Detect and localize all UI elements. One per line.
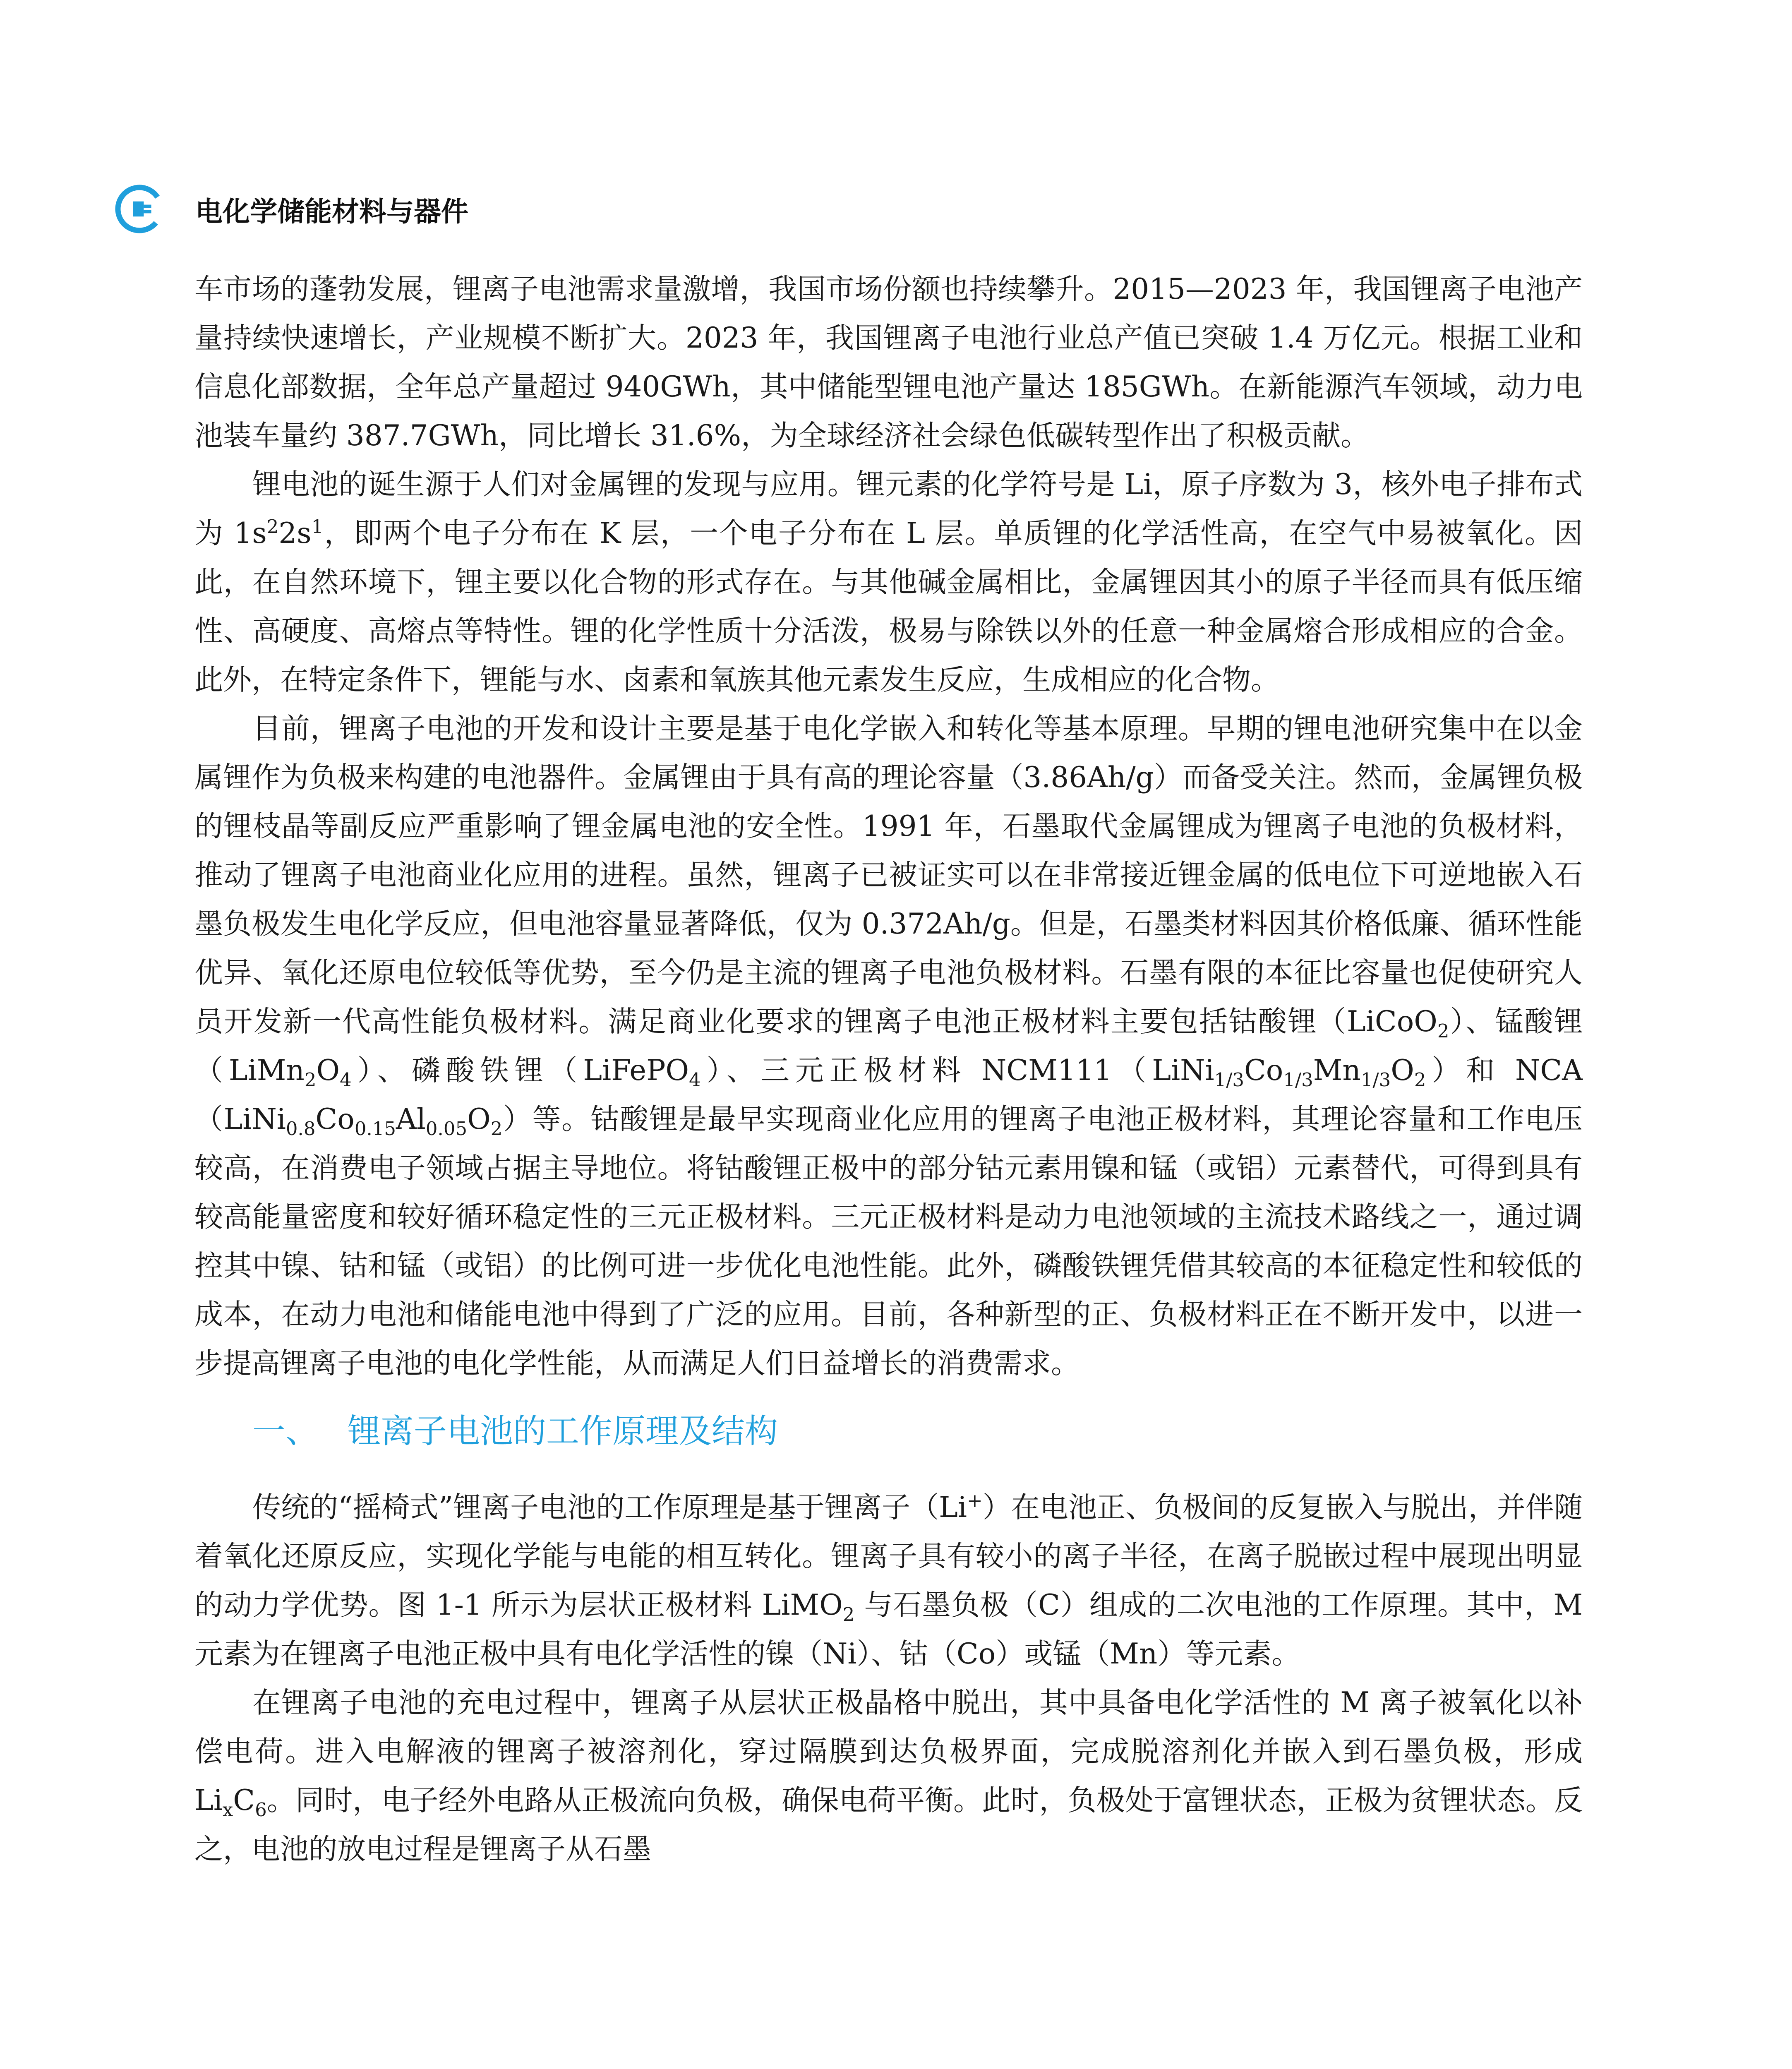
paragraph-5 <box>194 1678 1583 1874</box>
paragraph-3 <box>194 704 1583 1388</box>
subscript: 4 <box>340 1068 352 1091</box>
text-run: O <box>316 1054 340 1087</box>
text-run: C <box>233 1784 255 1817</box>
text-run: ）在电池正、负极间的反复嵌入与脱出，并伴随着氧化还原反应，实现化学能与电能的相互转化。锂离子具有较小的离子半径，在离子脱嵌过程中展现出明显的动力学优势。图 1-1 所示为层状正极材料 LiMO <box>194 1491 1583 1622</box>
subscript: 0.05 <box>425 1117 468 1140</box>
subscript: 1/3 <box>1283 1068 1313 1091</box>
subscript: 0.15 <box>354 1117 396 1140</box>
running-header <box>113 182 468 236</box>
text-run: 传统的“摇椅式”锂离子电池的工作原理是基于锂离子（Li <box>252 1491 967 1524</box>
subscript: 2 <box>304 1068 317 1091</box>
superscript: + <box>967 1490 983 1512</box>
text-run: Co <box>1244 1054 1283 1087</box>
text-run: 车市场的蓬勃发展，锂离子电池需求量激增，我国市场份额也持续攀升。2015—2023 年，我国锂离子电池产量持续快速增长，产业规模不断扩大。2023 年，我国锂离子电池行业总产值已突破 1.4 万亿元。根据工业和信息化部数据，全年总产量超过 940GWh，其中储能型锂电池产量达 185GWh。在新能源汽车领域，动力电池装车量约 387.7GWh，同比增长 31.6%，为全球经济社会绿色低碳转型作出了积极贡献。 <box>194 273 1583 452</box>
text-run: Al <box>396 1103 426 1136</box>
section-heading <box>252 1404 1583 1458</box>
paragraph-4 <box>194 1483 1583 1678</box>
subscript: 2 <box>1414 1068 1426 1091</box>
text-run: ）等。钴酸锂是最早实现商业化应用的锂离子电池正极材料，其理论容量和工作电压较高，在消费电子领域占据主导地位。将钴酸锂正极中的部分钴元素用镍和锰（或铝）元素替代，可得到具有较高能量密度和较好循环稳定性的三元正极材料。三元正极材料是动力电池领域的主流技术路线之一，通过调控其中镍、钴和锰（或铝）的比例可进一步优化电池性能。此外，磷酸铁锂凭借其较高的本征稳定性和较低的成本，在动力电池和储能电池中得到了广泛的应用。目前，各种新型的正、负极材料正在不断开发中，以进一步提高锂离子电池的电化学性能，从而满足人们日益增长的消费需求。 <box>194 1103 1583 1380</box>
subscript: 2 <box>490 1117 503 1140</box>
text-run: O <box>1391 1054 1414 1087</box>
section-number: 一、 <box>252 1412 319 1450</box>
book-title: 电化学储能材料与器件 <box>195 195 468 228</box>
text-run: ，即两个电子分布在 K 层，一个电子分布在 L 层。单质锂的化学活性高，在空气中易被氧化。因此，在自然环境下，锂主要以化合物的形式存在。与其他碱金属相比，金属锂因其小的原子半径而具有低压缩性、高硬度、高熔点等特性。锂的化学性质十分活泼，极易与除铁以外的任意一种金属熔合形成相应的合金。此外，在特定条件下，锂能与水、卤素和氧族其他元素发生反应，生成相应的化合物。 <box>194 517 1583 696</box>
subscript: 2 <box>842 1603 855 1625</box>
text-run: ）、磷酸铁锂（LiFePO <box>351 1054 689 1087</box>
text-run: 2s <box>278 517 312 550</box>
text-run: 在锂离子电池的充电过程中，锂离子从层状正极晶格中脱出，其中具备电化学活性的 M 离子被氧化以补偿电荷。进入电解液的锂离子被溶剂化，穿过隔膜到达负极界面，完成脱溶剂化并嵌入到石墨负极，形成 Li <box>194 1686 1583 1817</box>
text-run: 目前，锂离子电池的开发和设计主要是基于电化学嵌入和转化等基本原理。早期的锂电池研究集中在以金属锂作为负极来构建的电池器件。金属锂由于具有高的理论容量（3.86Ah/g）而备受关注。然而，金属锂负极的锂枝晶等副反应严重影响了锂金属电池的安全性。1991 年，石墨取代金属锂成为锂离子电池的负极材料，推动了锂离子电池商业化应用的进程。虽然，锂离子已被证实可以在非常接近锂金属的低电位下可逆地嵌入石墨负极发生电化学反应，但电池容量显著降低，仅为 0.372Ah/g。但是，石墨类材料因其价格低廉、循环性能优异、氧化还原电位较低等优势，至今仍是主流的锂离子电池负极材料。石墨有限的本征比容量也促使研究人员开发新一代高性能负极材料。满足商业化要求的锂离子电池正极材料主要包括钴酸锂（LiCoO <box>194 712 1583 1038</box>
subscript: 6 <box>255 1798 267 1821</box>
text-run: 与石墨负极（C）组成的二次电池的工作原理。其中，M 元素为在锂离子电池正极中具有电化学活性的镍（Ni）、钴（Co）或锰（Mn）等元素。 <box>194 1589 1583 1671</box>
section-title-text: 锂离子电池的工作原理及结构 <box>348 1412 778 1450</box>
subscript: 4 <box>689 1068 701 1091</box>
text-run: Mn <box>1313 1054 1361 1087</box>
text-run: ）和 NCA（LiNi <box>194 1054 1583 1136</box>
subscript: 2 <box>1437 1020 1449 1042</box>
text-run: ）、锰酸锂（LiMn <box>194 1005 1583 1087</box>
text-run: Co <box>315 1103 355 1136</box>
plug-leaf-logo-icon <box>113 182 166 236</box>
subscript: 1/3 <box>1360 1068 1391 1091</box>
subscript: x <box>222 1798 233 1821</box>
superscript: 1 <box>311 516 324 538</box>
subscript: 0.8 <box>285 1117 316 1140</box>
subscript: 1/3 <box>1214 1068 1245 1091</box>
page-body <box>194 265 1583 1874</box>
paragraph-1 <box>194 265 1583 460</box>
text-run: 锂电池的诞生源于人们对金属锂的发现与应用。锂元素的化学符号是 Li，原子序数为 3，核外电子排布式为 1s <box>194 468 1583 550</box>
text-run: ）、三元正极材料 NCM111（LiNi <box>700 1054 1214 1087</box>
text-run: 。同时，电子经外电路从正极流向负极，确保电荷平衡。此时，负极处于富锂状态，正极为贫锂状态。反之，电池的放电过程是锂离子从石墨 <box>194 1784 1583 1866</box>
paragraph-2 <box>194 460 1583 704</box>
superscript: 2 <box>266 516 279 538</box>
text-run: O <box>467 1103 491 1136</box>
